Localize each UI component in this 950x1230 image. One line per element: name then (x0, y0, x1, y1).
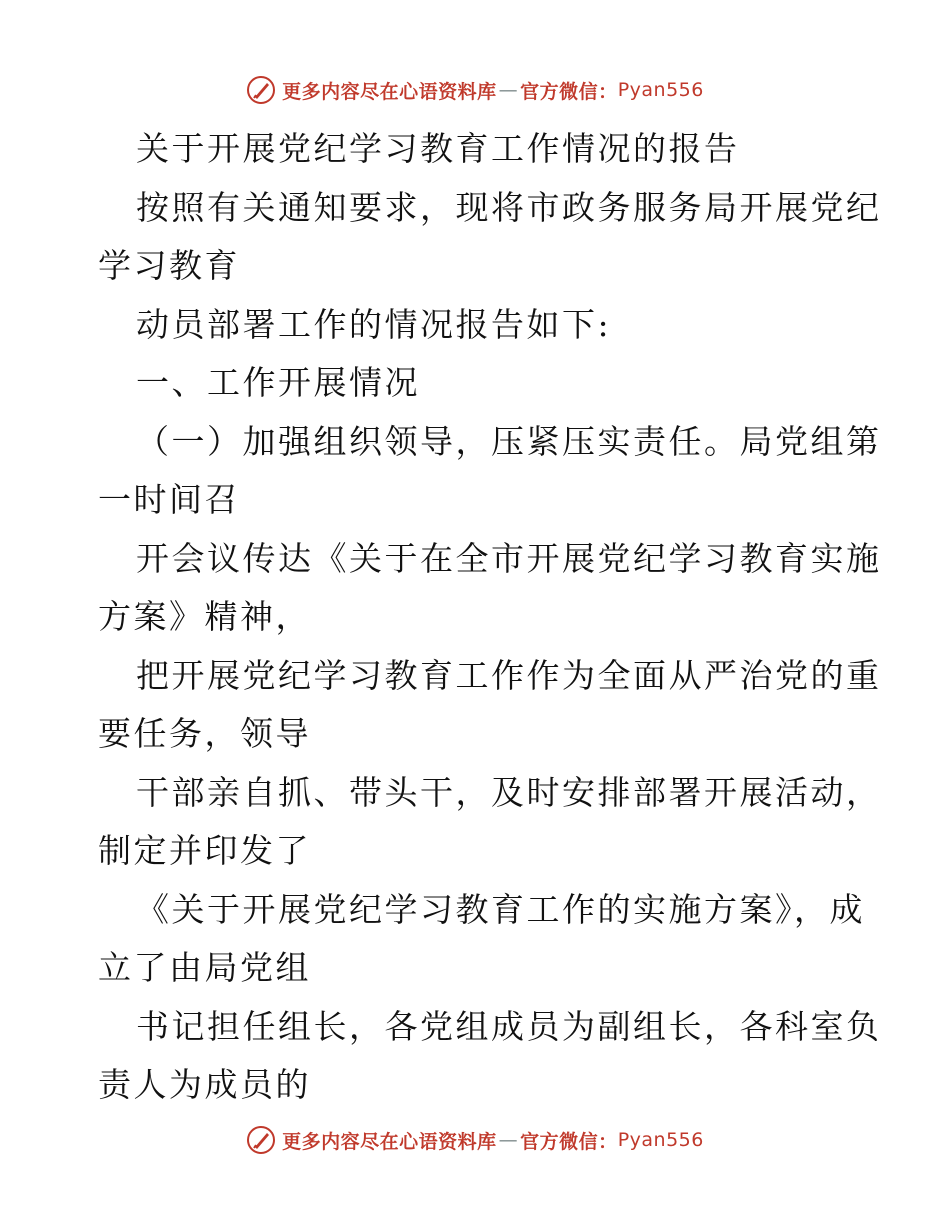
document-body (98, 120, 882, 1115)
footer-watermark (0, 1120, 950, 1160)
feather-pen-logo-icon (246, 1125, 276, 1155)
paragraph-line: 要任务，领导 (98, 714, 311, 753)
document-title: 关于开展党纪学习教育工作情况的报告 (136, 129, 740, 168)
watermark-main-text: 更多内容尽在心语资料库 (282, 1130, 497, 1153)
paragraph-line: 按照有关通知要求，现将市政务服务局开展党纪 (136, 187, 882, 227)
paragraph-line: 制定并印发了 (98, 831, 311, 870)
paragraph-line: 立了由局党组 (98, 948, 311, 987)
paragraph-line: 书记担任组长，各党组成员为副组长，各科室负 (136, 1006, 882, 1046)
paragraph-line: 责人为成员的 (98, 1065, 311, 1104)
feather-pen-logo-icon (246, 75, 276, 105)
paragraph-line: 开会议传达《关于在全市开展党纪学习教育实施 (136, 538, 882, 578)
paragraph-line: 动员部署工作的情况报告如下: (136, 304, 612, 344)
watermark-suffix-text: 官方微信： (520, 80, 618, 103)
paragraph-line: 学习教育 (98, 246, 240, 285)
paragraph-line: 一时间召 (98, 480, 240, 519)
paragraph-line: 《关于开展党纪学习教育工作的实施方案》，成 (136, 889, 865, 929)
paragraph-line: 把开展党纪学习教育工作作为全面从严治党的重 (136, 655, 882, 695)
section-heading: 一、工作开展情况 (136, 363, 420, 402)
watermark-suffix-text: 官方微信： (520, 1130, 618, 1153)
watermark-separator: — (498, 79, 519, 101)
watermark-separator: — (498, 1129, 519, 1151)
subsection-heading: （一）加强组织领导，压紧压实责任。局党组第 (136, 421, 882, 461)
watermark-id: Pyan556 (617, 79, 704, 101)
watermark-main-text: 更多内容尽在心语资料库 (282, 80, 497, 103)
paragraph-line: 方案》精神， (98, 597, 311, 636)
watermark-id: Pyan556 (617, 1129, 704, 1151)
paragraph-line: 干部亲自抓、带头干，及时安排部署开展活动， (136, 772, 882, 812)
header-watermark (0, 70, 950, 110)
